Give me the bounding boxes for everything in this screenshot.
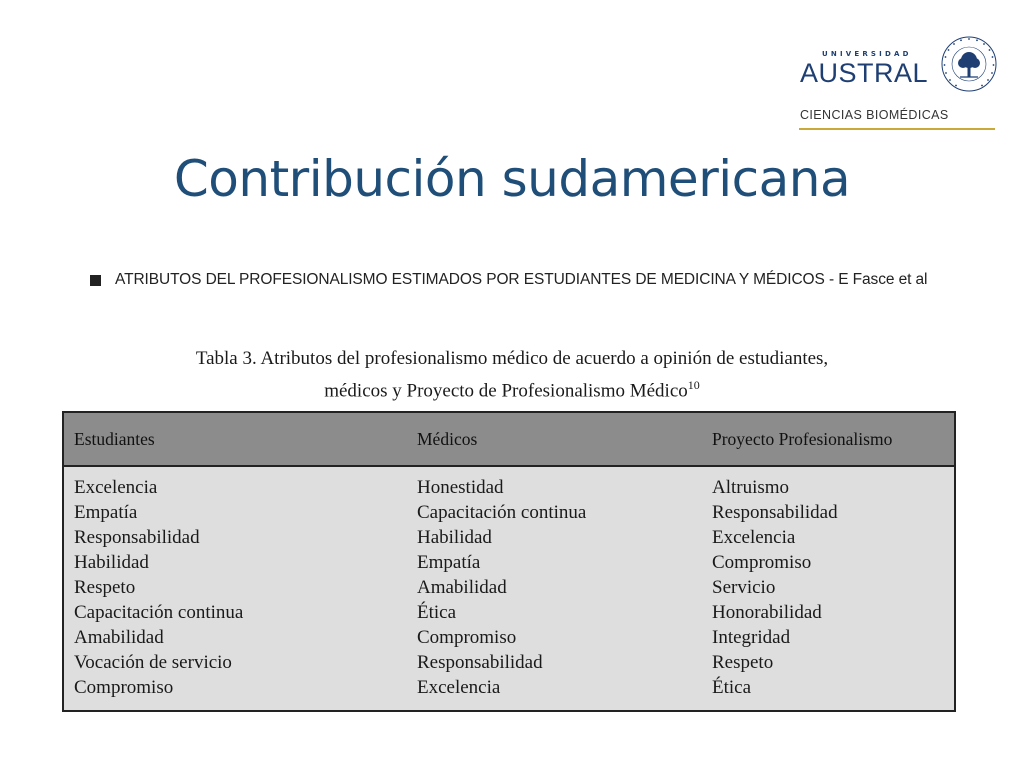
- table-cell: Compromiso: [712, 552, 812, 573]
- table-cell: Habilidad: [74, 552, 149, 573]
- table-cell: Empatía: [74, 502, 138, 523]
- austral-seal-icon: [940, 32, 998, 96]
- caption-line-1: Tabla 3. Atributos del profesionalismo médico de acuerdo a opinión de estudiantes,: [195, 348, 829, 369]
- table-cell: Vocación de servicio: [74, 652, 232, 673]
- table-cell: Excelencia: [417, 677, 501, 698]
- table-cell: Integridad: [712, 627, 791, 648]
- header-estudiantes: Estudiantes: [74, 429, 155, 449]
- caption-line-2-text: médicos y Proyecto de Profesionalismo Médico: [324, 380, 688, 402]
- table-cell: Honorabilidad: [712, 602, 822, 623]
- table-cell: Respeto: [712, 652, 774, 673]
- slide-bullet: [90, 271, 927, 289]
- attributes-table: [62, 411, 956, 712]
- table-cell: Excelencia: [712, 527, 796, 548]
- header-medicos: Médicos: [417, 429, 478, 449]
- table-cell: Responsabilidad: [712, 502, 838, 523]
- column-medicos: [417, 475, 586, 700]
- logo-gold-rule: [799, 128, 995, 130]
- table-cell: Compromiso: [417, 627, 517, 648]
- table-cell: Capacitación continua: [417, 502, 587, 523]
- table-cell: Honestidad: [417, 477, 504, 498]
- table-cell: Excelencia: [74, 477, 158, 498]
- table-cell: Amabilidad: [74, 627, 164, 648]
- table-cell: Servicio: [712, 577, 776, 598]
- logo-university-label: UNIVERSIDAD: [822, 50, 912, 58]
- table-cell: Amabilidad: [417, 577, 507, 598]
- table-cell: Ética: [712, 677, 752, 698]
- slide-title: Contribución sudamericana: [173, 150, 851, 208]
- header-proyecto: Proyecto Profesionalismo: [712, 429, 893, 449]
- table-cell: Altruismo: [712, 477, 790, 498]
- bullet-square-icon: [90, 275, 101, 286]
- bullet-text: ATRIBUTOS DEL PROFESIONALISMO ESTIMADOS POR ESTUDIANTES DE MEDICINA Y MÉDICOS - E Fasce et al: [115, 271, 928, 288]
- logo-faculty-label: CIENCIAS BIOMÉDICAS: [800, 108, 949, 122]
- table-cell: Responsabilidad: [417, 652, 543, 673]
- table-cell: Habilidad: [417, 527, 492, 548]
- caption-reference: 10: [687, 378, 700, 392]
- table-cell: Compromiso: [74, 677, 174, 698]
- table-cell: Ética: [417, 602, 457, 623]
- table-cell: Capacitación continua: [74, 602, 244, 623]
- table-header-row: [64, 413, 954, 467]
- caption-line-2: [0, 372, 1024, 404]
- table-caption: [0, 346, 1024, 404]
- column-estudiantes: [74, 475, 243, 700]
- table-cell: Empatía: [417, 552, 481, 573]
- universidad-austral-logo: [790, 30, 1005, 140]
- column-proyecto: [712, 475, 838, 700]
- table-cell: Responsabilidad: [74, 527, 200, 548]
- table-cell: Respeto: [74, 577, 136, 598]
- logo-austral-wordmark: AUSTRAL: [800, 58, 929, 88]
